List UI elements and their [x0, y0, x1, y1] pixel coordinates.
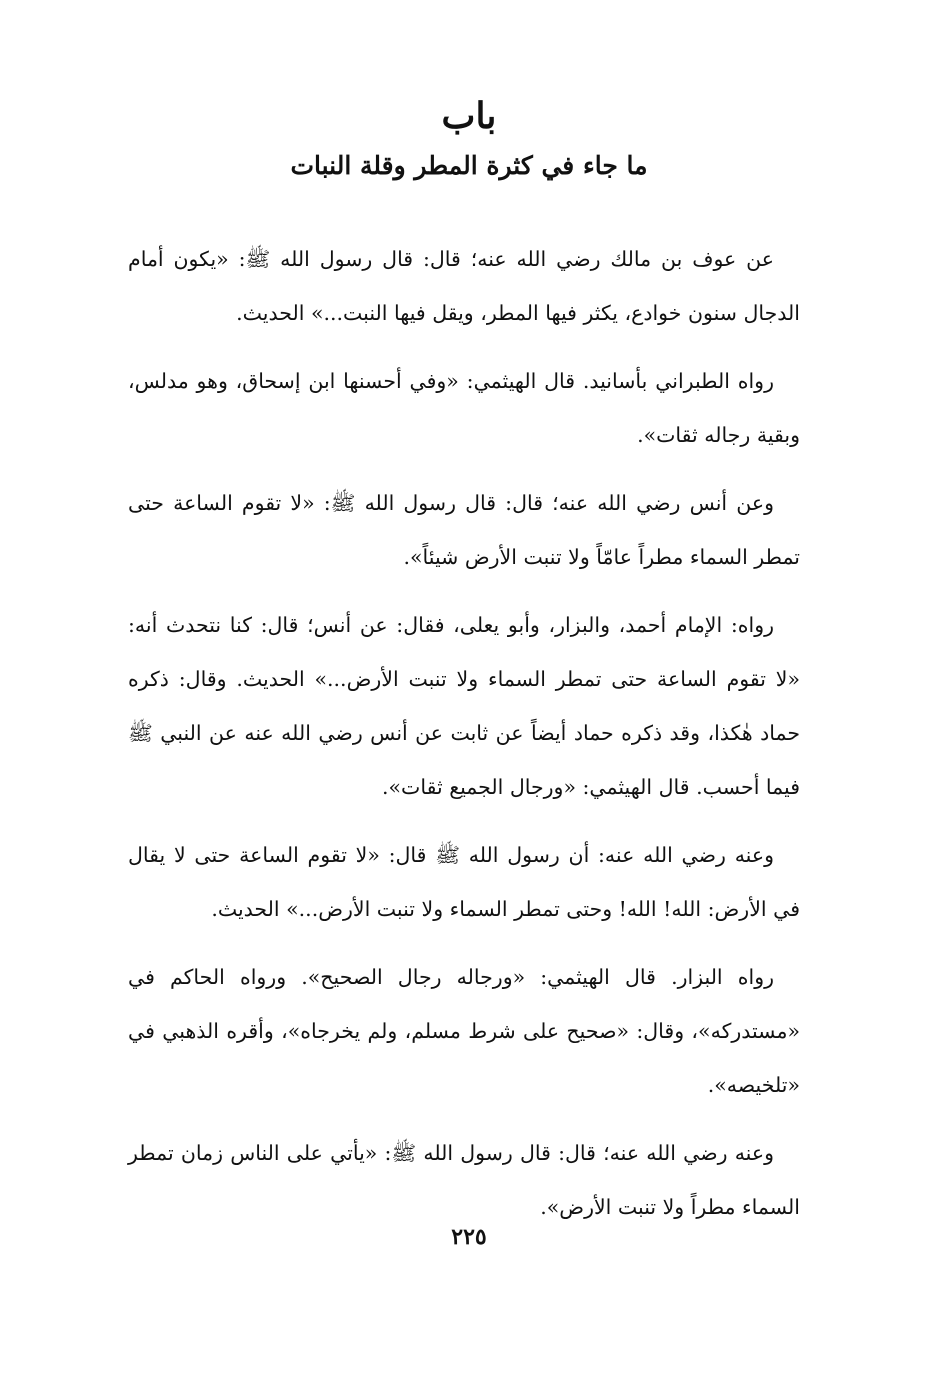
paragraph-hadith-anas-2: وعنه رضي الله عنه: أن رسول الله ﷺ قال: «لا تقوم الساعة حتى لا يقال في الأرض: الله! الله! وحتى تمطر السماء ولا تنبت الأرض...» الحديث. — [128, 843, 800, 921]
paragraph-takhrij-tabarani: رواه الطبراني بأسانيد. قال الهيثمي: «وفي أحسنها ابن إسحاق، وهو مدلس، وبقية رجاله ثقات». — [128, 369, 800, 447]
paragraph-takhrij-ahmad: رواه: الإمام أحمد، والبزار، وأبو يعلى، فقال: عن أنس؛ قال: كنا نتحدث أنه: «لا تقوم الساعة حتى تمطر السماء ولا تنبت الأرض...» الحديث. وقال: ذكره حماد هٰكذا، وقد ذكره حماد أيضاً عن ثابت عن أنس رضي الله عنه عن النبي ﷺ فيما أحسب. قال الهيثمي: «ورجال الجميع ثقات». — [128, 613, 800, 799]
body-text — [128, 232, 800, 1248]
chapter-title: باب — [441, 95, 497, 137]
chapter-subtitle: ما جاء في كثرة المطر وقلة النبات — [290, 151, 648, 180]
paragraph-hadith-anas: وعن أنس رضي الله عنه؛ قال: قال رسول الله ﷺ: «لا تقوم الساعة حتى تمطر السماء مطراً عامّاً ولا تنبت الأرض شيئاً». — [128, 491, 800, 569]
page-number: ٢٢٥ — [451, 1224, 487, 1250]
paragraph-hadith-anas-3: وعنه رضي الله عنه؛ قال: قال رسول الله ﷺ: «يأتي على الناس زمان تمطر السماء مطراً ولا تنبت الأرض». — [128, 1141, 800, 1219]
paragraph-takhrij-bazzar: رواه البزار. قال الهيثمي: «ورجاله رجال الصحيح». ورواه الحاكم في «مستدركه»، وقال: «صحيح على شرط مسلم، ولم يخرجاه»، وأقره الذهبي في «تلخيصه». — [128, 965, 800, 1097]
paragraph-hadith-awf: عن عوف بن مالك رضي الله عنه؛ قال: قال رسول الله ﷺ: «يكون أمام الدجال سنون خوادع، يكثر فيها المطر، ويقل فيها النبت...» الحديث. — [128, 247, 800, 325]
